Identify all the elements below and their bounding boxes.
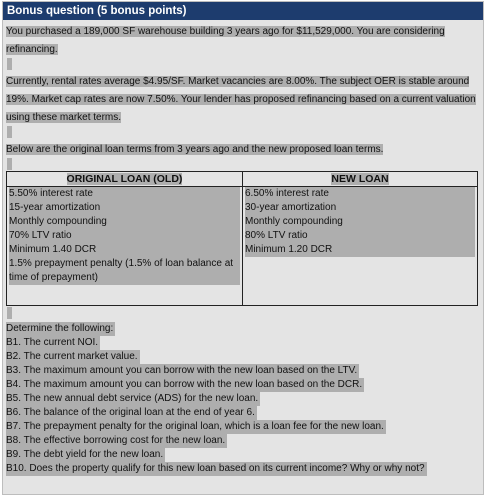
highlight-mark	[7, 307, 12, 319]
market-paragraph	[6, 71, 480, 125]
question-item: B1. The current NOI.	[6, 337, 99, 348]
question-title: Bonus question (5 bonus points)	[3, 2, 483, 20]
old-loan-term: Monthly compounding	[9, 216, 107, 227]
old-loan-term: 15-year amortization	[9, 202, 101, 213]
question-item: B5. The new annual debt service (ADS) for the new loan.	[6, 393, 259, 404]
question-item: B7. The prepayment penalty for the original loan, which is a loan fee for the new loan.	[6, 421, 384, 432]
old-loan-list	[9, 187, 240, 285]
old-loan-term: Minimum 1.40 DCR	[9, 244, 97, 255]
question-item: B2. The current market value.	[6, 351, 138, 362]
loan-terms-table	[6, 171, 478, 306]
new-loan-terms	[243, 187, 478, 306]
question-item: B6. The balance of the original loan at the end of year 6.	[6, 407, 255, 418]
highlight-mark	[7, 58, 12, 70]
market-text: Currently, rental rates average $4.95/SF. Market vacancies are 8.00%. The subject OER is stable around 19%. Market cap rates are now 7.50%. Your lender has proposed refinancing based on a current valuation using these market terms.	[6, 76, 476, 123]
new-loan-term: 30-year amortization	[245, 202, 337, 213]
loan-table-header-row	[7, 172, 478, 187]
spacer	[6, 157, 480, 171]
loan-table-body-row	[7, 187, 478, 306]
new-loan-list	[245, 187, 475, 257]
new-loan-term: Monthly compounding	[245, 216, 343, 227]
question-item: B8. The effective borrowing cost for the new loan.	[6, 435, 226, 446]
new-loan-term: 80% LTV ratio	[245, 230, 308, 241]
intro-text: You purchased a 189,000 SF warehouse building 3 years ago for $11,529,000. You are considering refinancing.	[6, 26, 445, 55]
spacer	[6, 125, 480, 139]
old-loan-terms	[7, 187, 243, 306]
questions-list	[6, 320, 480, 474]
question-item: B3. The maximum amount you can borrow with the new loan based on the LTV.	[6, 365, 358, 376]
highlight-mark	[7, 158, 12, 170]
question-item: B9. The debt yield for the new loan.	[6, 449, 164, 460]
question-body	[3, 20, 483, 474]
question-panel	[2, 1, 484, 495]
table-intro-text: Below are the original loan terms from 3 years ago and the new proposed loan terms.	[6, 144, 384, 155]
question-item: B10. Does the property qualify for this new loan based on its current income? Why or why not?	[6, 463, 425, 474]
highlight-mark	[7, 126, 12, 138]
table-intro-paragraph	[6, 139, 480, 157]
new-loan-term: Minimum 1.20 DCR	[245, 244, 333, 255]
old-loan-header: ORIGINAL LOAN (OLD)	[7, 172, 243, 187]
spacer	[6, 57, 480, 71]
question-item: B4. The maximum amount you can borrow with the new loan based on the DCR.	[6, 379, 363, 390]
determine-label: Determine the following:	[6, 323, 114, 334]
old-loan-term: 1.5% prepayment penalty (1.5% of loan balance at time of prepayment)	[9, 258, 234, 283]
spacer	[6, 306, 480, 320]
old-loan-term: 5.50% interest rate	[9, 188, 93, 199]
intro-paragraph	[6, 21, 480, 57]
new-loan-term: 6.50% interest rate	[245, 188, 329, 199]
old-loan-term: 70% LTV ratio	[9, 230, 72, 241]
new-loan-header: NEW LOAN	[243, 172, 478, 187]
